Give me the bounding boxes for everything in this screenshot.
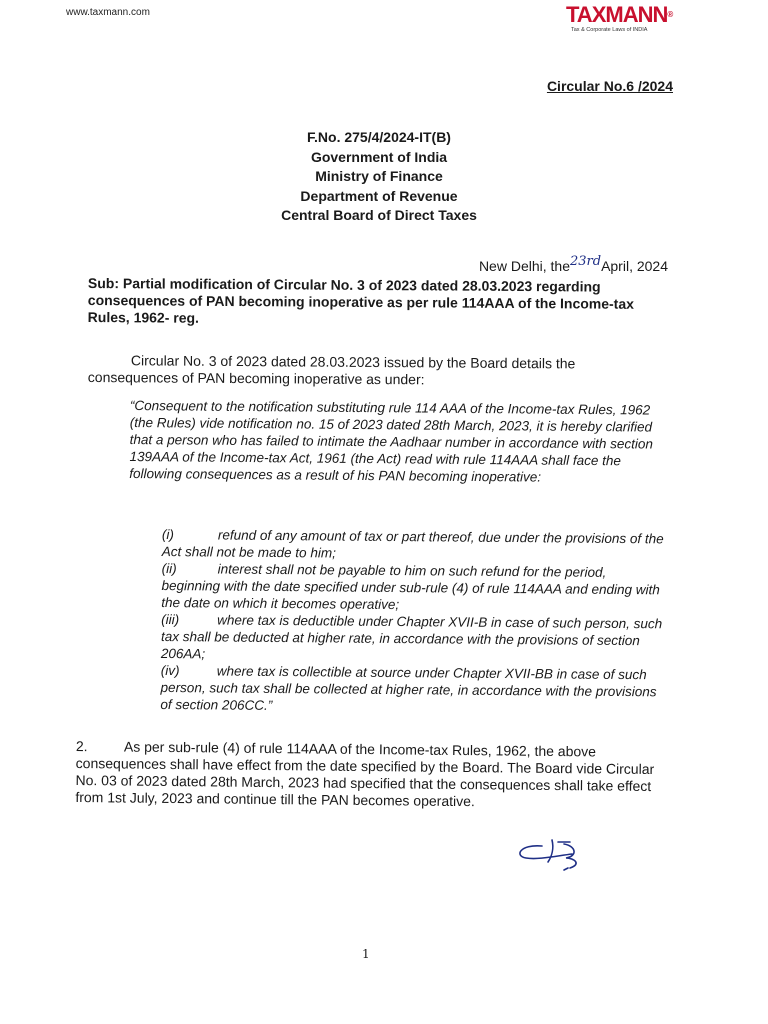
- circular-number: Circular No.6 /2024: [546, 78, 673, 94]
- issuer-line-department: Department of Revenue: [300, 187, 458, 204]
- signature-icon: [512, 834, 598, 874]
- paragraph-2-text: As per sub-rule (4) of rule 114AAA of the Income-tax Rules, 1962, the above consequences shall have effect from the date specified by the Board. The Board vide Circular No. 03 of 2023 dated 28th March, 2023 had specified that the consequences shall take effect from 1st July, 2023 and continue till the PAN becomes operative.: [75, 738, 655, 810]
- date-suffix: April, 2024: [601, 258, 668, 274]
- quoted-circular-text: “Consequent to the notification substituting rule 114 AAA of the Income-tax Rules, 1962 (the Rules) vide notification no. 15 of 2023 dated 28th March, 2023, it is hereby clarified that a person who has failed to intimate the Aadhaar number in accordance with section 139AAA of the Income-tax Act, 1961 (the Act) read with rule 114AAA shall face the following consequences as a result of his PAN becoming inoperative:: [129, 397, 653, 485]
- paragraph-2: [75, 738, 660, 812]
- clause-number: (iii): [161, 611, 180, 628]
- clause-item: [161, 560, 663, 615]
- site-url[interactable]: www.taxmann.com: [66, 7, 150, 18]
- issuer-block: [0, 128, 768, 226]
- clause-item: [162, 526, 664, 564]
- taxmann-logo: [566, 4, 686, 38]
- date-prefix: New Delhi, the: [478, 258, 570, 274]
- clause-text: where tax is deductible under Chapter XVII-B in case of such person, such tax shall be deducted at higher rate, in accordance with the provisions of section 206AA;: [160, 612, 663, 662]
- logo-wordmark: TAXMANN: [566, 2, 668, 27]
- logo-tagline: Tax & Corporate Laws of INDIA: [571, 27, 648, 33]
- clause-text: interest shall not be payable to him on such refund for the period, beginning with the date specified under sub-rule (4) of rule 114AAA and ending with the date on which it becomes operative;: [161, 561, 660, 613]
- file-number: F.No. 275/4/2024-IT(B): [307, 129, 451, 145]
- clause-number: (ii): [161, 560, 177, 577]
- issuer-line-ministry: Ministry of Finance: [315, 168, 443, 184]
- clause-number: (iv): [160, 662, 180, 679]
- clause-text: refund of any amount of tax or part thereof, due under the provisions of the Act shall not be made to him;: [161, 527, 664, 561]
- clause-item: [160, 662, 662, 717]
- page-number: 1: [362, 947, 370, 961]
- clause-number: (i): [161, 526, 174, 543]
- issuer-line-government: Government of India: [310, 148, 448, 165]
- registered-mark: ®: [667, 10, 673, 19]
- clause-text: where tax is collectible at source under Chapter XVII-BB in case of such person, such tax shall be collected at higher rate, in accordance with the provisions of section 206CC.”: [160, 663, 657, 713]
- intro-paragraph: Circular No. 3 of 2023 dated 28.03.2023 issued by the Board details the consequences of PAN becoming inoperative as under:: [87, 352, 576, 388]
- handwritten-day: 23rd: [569, 254, 602, 269]
- paragraph-number: 2.: [75, 738, 88, 755]
- date-line: [478, 254, 668, 275]
- clause-item: [161, 611, 663, 666]
- subject: Sub: Partial modification of Circular No. 3 of 2023 dated 28.03.2023 regarding consequences of PAN becoming inoperative as per rule 114AAA of the Income-tax Rules, 1962- reg.: [87, 275, 635, 326]
- consequence-clauses: [160, 526, 664, 717]
- issuer-line-board: Central Board of Direct Taxes: [281, 207, 477, 223]
